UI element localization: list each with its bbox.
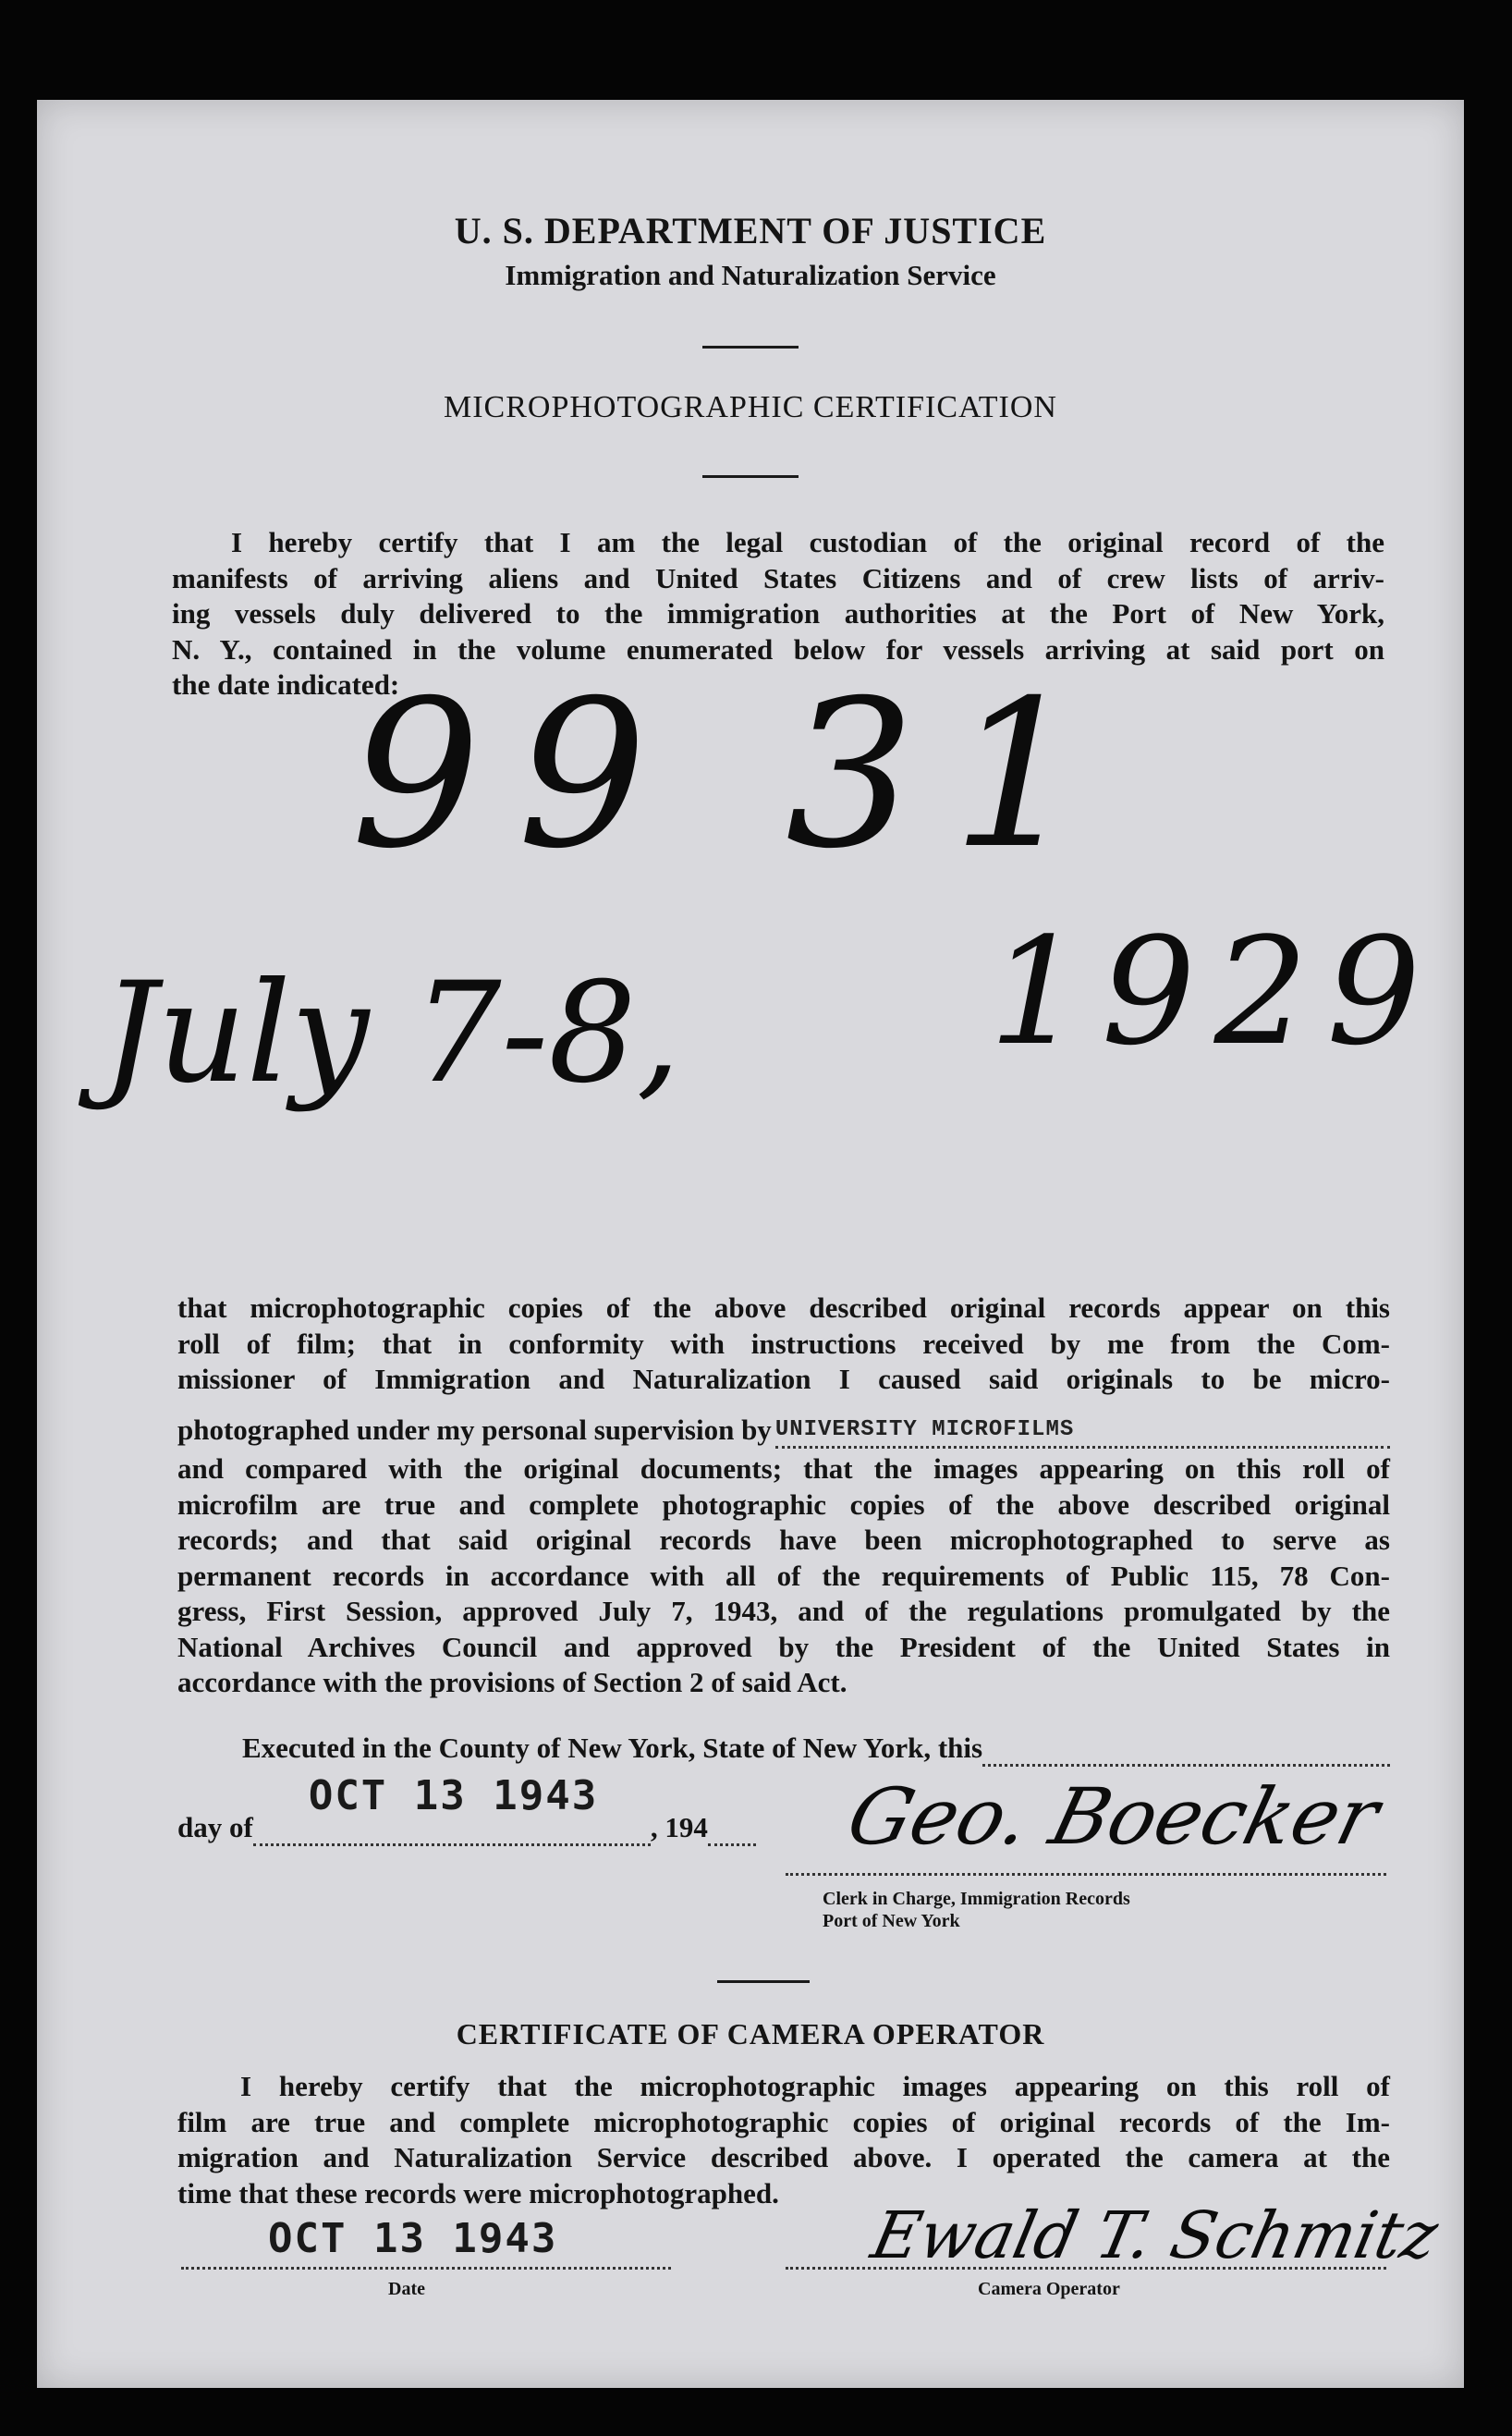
title-divider: [702, 475, 799, 478]
section-divider: [717, 1980, 810, 1983]
supervision-line: [177, 1413, 1390, 1449]
clerk-signature: Geo. Boecker: [838, 1771, 1388, 1862]
handwritten-date-days: July 7-8,: [102, 953, 681, 1114]
paragraph-line: microfilm are true and complete photographic copies of the above described original: [177, 1487, 1390, 1521]
camera-operator-line: [786, 2267, 1386, 2270]
clerk-signature-line: [786, 1873, 1386, 1876]
supervision-field: [775, 1418, 1390, 1449]
paragraph-line: and compared with the original documents; that the images appearing on this roll of: [177, 1452, 1390, 1485]
day-of-label: day of: [177, 1811, 253, 1843]
paragraph-line: accordance with the provisions of Section 2 of said Act.: [177, 1666, 847, 1698]
clerk-title-line: Clerk in Charge, Immigration Records: [823, 1889, 1130, 1909]
executed-date-stamp: OCT 13 1943: [308, 1771, 599, 1819]
paragraph-line: permanent records in accordance with all of the requirements of Public 115, 78 Con-: [177, 1559, 1390, 1592]
year-prefix: , 194: [650, 1811, 708, 1843]
paragraph-line: I hereby certify that I am the legal custodian of the original record of the: [231, 526, 1384, 558]
camera-date-label: Date: [388, 2279, 425, 2299]
day-of-field: [253, 1771, 651, 1846]
paragraph-line: gress, First Session, approved July 7, 1943, and of the regulations promulgated by the: [177, 1595, 1390, 1627]
camera-date-stamp: OCT 13 1943: [268, 2215, 558, 2262]
year-field: [708, 1819, 756, 1846]
camera-certificate-title: CERTIFICATE OF CAMERA OPERATOR: [456, 2017, 1045, 2050]
paragraph-line: manifests of arriving aliens and United States Citizens and of crew lists of arriv-: [172, 561, 1384, 594]
clerk-title-line: Port of New York: [823, 1911, 960, 1931]
service-subtitle: Immigration and Naturalization Service: [505, 259, 996, 291]
paragraph-line: I hereby certify that the microphotographic images appearing on this roll of: [240, 2070, 1390, 2102]
executed-text: Executed in the County of New York, State of New York, this: [242, 1732, 983, 1764]
paragraph-line: the date indicated:: [172, 668, 400, 701]
paragraph-line: National Archives Council and approved by the President of the United States in: [177, 1630, 1390, 1663]
camera-date-line: [181, 2267, 671, 2270]
executed-day-field: [982, 1740, 1390, 1767]
certification-title: MICROPHOTOGRAPHIC CERTIFICATION: [443, 390, 1057, 424]
executed-line: [242, 1731, 1390, 1767]
day-of-line: [177, 1771, 824, 1846]
paragraph-line: N. Y., contained in the volume enumerated below for vessels arriving at said port on: [172, 632, 1384, 666]
paragraph-line: missioner of Immigration and Naturalization I caused said originals to be micro-: [177, 1363, 1390, 1395]
paragraph-line: records; and that said original records have been microphotographed to serve as: [177, 1524, 1390, 1556]
paragraph-line: time that these records were microphotographed.: [177, 2176, 779, 2210]
handwritten-volume-number: 99 31: [351, 656, 1118, 893]
department-title: U. S. DEPARTMENT OF JUSTICE: [454, 210, 1047, 251]
header-divider: [702, 346, 799, 349]
camera-certificate-paragraph: [177, 2069, 1390, 2211]
microfilm-company: UNIVERSITY MICROFILMS: [774, 1416, 1075, 1442]
paragraph-line: ing vessels duly delivered to the immigration authorities at the Port of New York,: [172, 597, 1384, 630]
paragraph-line: roll of film; that in conformity with instructions received by me from the Com-: [177, 1327, 1390, 1360]
supervision-prefix: photographed under my personal supervision by: [177, 1414, 772, 1446]
copies-paragraph: [177, 1291, 1390, 1398]
paragraph-line: migration and Naturalization Service described above. I operated the camera at the: [177, 2141, 1390, 2173]
paragraph-line: that microphotographic copies of the above described original records appear on this: [177, 1291, 1390, 1324]
paragraph-line: film are true and complete microphotographic copies of original records of the Im-: [177, 2105, 1390, 2138]
handwritten-date-year: 1929: [989, 905, 1440, 1078]
clerk-title: [823, 1888, 1130, 1932]
certificate-page: [37, 100, 1464, 2388]
camera-operator-signature: Ewald T. Schmitz: [865, 2197, 1445, 2273]
requirements-paragraph: [177, 1451, 1390, 1701]
camera-operator-label: Camera Operator: [978, 2279, 1120, 2299]
